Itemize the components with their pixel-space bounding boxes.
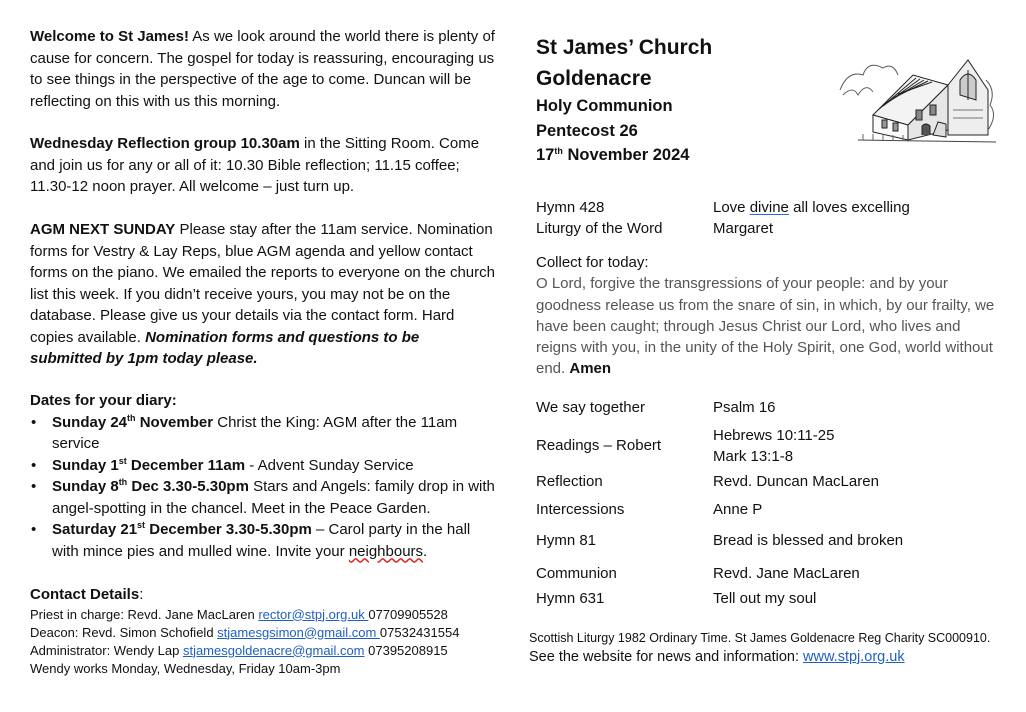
service-name: Holy Communion: [536, 97, 673, 115]
collect-text: O Lord, forgive the transgressions of your people: and by your goodness release us from the snare of sin, in which, by our frailty, we have been caught; through Jesus Christ our Lord, who lives and reigns with you, in the unity of the Holy Spirit, one God, world without end. Amen: [536, 275, 995, 378]
order-label: We say together: [536, 399, 645, 416]
church-sketch-image: [838, 40, 998, 150]
order-value: Hebrews 10:11-25: [713, 427, 835, 444]
diary-section: [30, 390, 500, 562]
order-label: Readings – Robert: [536, 437, 662, 454]
order-label: Communion: [536, 565, 617, 582]
order-value: Psalm 16: [713, 399, 776, 416]
footer-website: See the website for news and information: www.stpj.org.uk: [529, 649, 905, 665]
footer-charity: Scottish Liturgy 1982 Ordinary Time. St James Goldenacre Reg Charity SC000910.: [529, 631, 991, 645]
order-label: Hymn 631: [536, 590, 605, 607]
diary-item: • Sunday 1st December 11am - Advent Sunday Service: [30, 455, 500, 477]
email-link[interactable]: stjamesgsimon@gmail.com: [217, 624, 380, 640]
order-label: Liturgy of the Word: [536, 220, 663, 237]
collect-section: [536, 252, 1001, 380]
church-header: [536, 32, 712, 168]
welcome-text: As we look around the world there is plenty of cause for concern. The gospel for today is reassuring, encouraging us to see things in the perspective of the age to come. Duncan will be reflecting on this with us this morning.: [30, 28, 495, 110]
order-value: Love divine all loves excelling: [713, 199, 910, 216]
wednesday-text: in the Sitting Room. Come and join us for any or all of it: 10.30 Bible reflection; 11.15 coffee; 11.30-12 noon prayer. All welcome – just turn up.: [30, 135, 480, 195]
email-link[interactable]: stjamesgoldenacre@gmail.com: [182, 642, 365, 658]
order-label: Reflection: [536, 473, 603, 490]
service-date: 17th November 2024: [536, 146, 690, 164]
agm-paragraph: [30, 219, 495, 370]
email-link[interactable]: rector@stpj.org.uk: [258, 606, 369, 622]
agm-text: Please stay after the 11am service. Nomination forms for Vestry & Lay Reps, blue AGM agenda and yellow contact forms on the piano. We emailed the reports to everyone on the church list this week. If you didn’t receive yours, you may not be on the database. Please give us your details via the contact form. Hard copies available.: [30, 221, 495, 346]
wednesday-paragraph: [30, 133, 500, 198]
order-value: Revd. Duncan MacLaren: [713, 473, 879, 490]
order-value: Bread is blessed and broken: [713, 532, 904, 549]
order-value-secondary: Mark 13:1-8: [713, 448, 794, 465]
order-label: Intercessions: [536, 501, 625, 518]
collect-heading: Collect for today:: [536, 254, 649, 271]
diary-item: • Sunday 24th November Christ the King: AGM after the 11am service: [30, 412, 500, 455]
order-value: Revd. Jane MacLaren: [713, 565, 860, 582]
welcome-paragraph: [30, 26, 500, 112]
order-label: Hymn 81: [536, 532, 597, 549]
liturgical-day: Pentecost 26: [536, 121, 638, 140]
diary-list: [30, 412, 500, 563]
contact-line: Deacon: Revd. Simon Schofield stjamesgsimon@gmail.com 07532431554: [30, 624, 460, 640]
order-row: [536, 198, 604, 218]
website-link[interactable]: www.stpj.org.uk: [803, 649, 905, 665]
agm-deadline: Nomination forms and questions to be submitted by 1pm today please.: [30, 328, 420, 367]
agm-heading: AGM NEXT SUNDAY: [30, 221, 176, 238]
contact-line: Administrator: Wendy Lap stjamesgoldenacre@gmail.com 07395208915: [30, 642, 448, 658]
church-location: Goldenacre: [536, 67, 652, 90]
order-row: [536, 219, 662, 239]
diary-item: • Sunday 8th Dec 3.30-5.30pm Stars and Angels: family drop in with angel-spotting in the chancel. Meet in the Peace Garden.: [30, 476, 500, 519]
office-hours: Wendy works Monday, Wednesday, Friday 10am-3pm: [30, 660, 341, 676]
diary-heading: Dates for your diary:: [30, 392, 177, 409]
order-value: Anne P: [713, 501, 763, 518]
contact-list: [30, 606, 500, 678]
contact-section: Contact Details: Priest in charge: Revd. Jane MacLaren rector@stpj.org.uk 07709905528 Deacon: Revd. Simon Schofield stjamesgsimon@gmail.com 07532431554 Administrator: Wendy Lap stjamesgoldenacre@gmail.com 07395208915 Wendy works Monday, Wednesday, Friday 10am-3pm: [30, 584, 500, 678]
order-label: Hymn 428: [536, 199, 605, 216]
order-value: Margaret: [713, 220, 774, 237]
diary-item: • Saturday 21st December 3.30-5.30pm – Carol party in the hall with mince pies and mulled wine. Invite your neighbours.: [30, 519, 500, 562]
contact-heading: Contact Details: [30, 586, 140, 603]
order-value: Tell out my soul: [713, 590, 817, 607]
wednesday-heading: Wednesday Reflection group 10.30am: [30, 135, 300, 152]
welcome-heading: Welcome to St James!: [30, 28, 189, 45]
contact-line: Priest in charge: Revd. Jane MacLaren rector@stpj.org.uk 07709905528: [30, 606, 448, 622]
church-name: St James’ Church: [536, 36, 713, 59]
